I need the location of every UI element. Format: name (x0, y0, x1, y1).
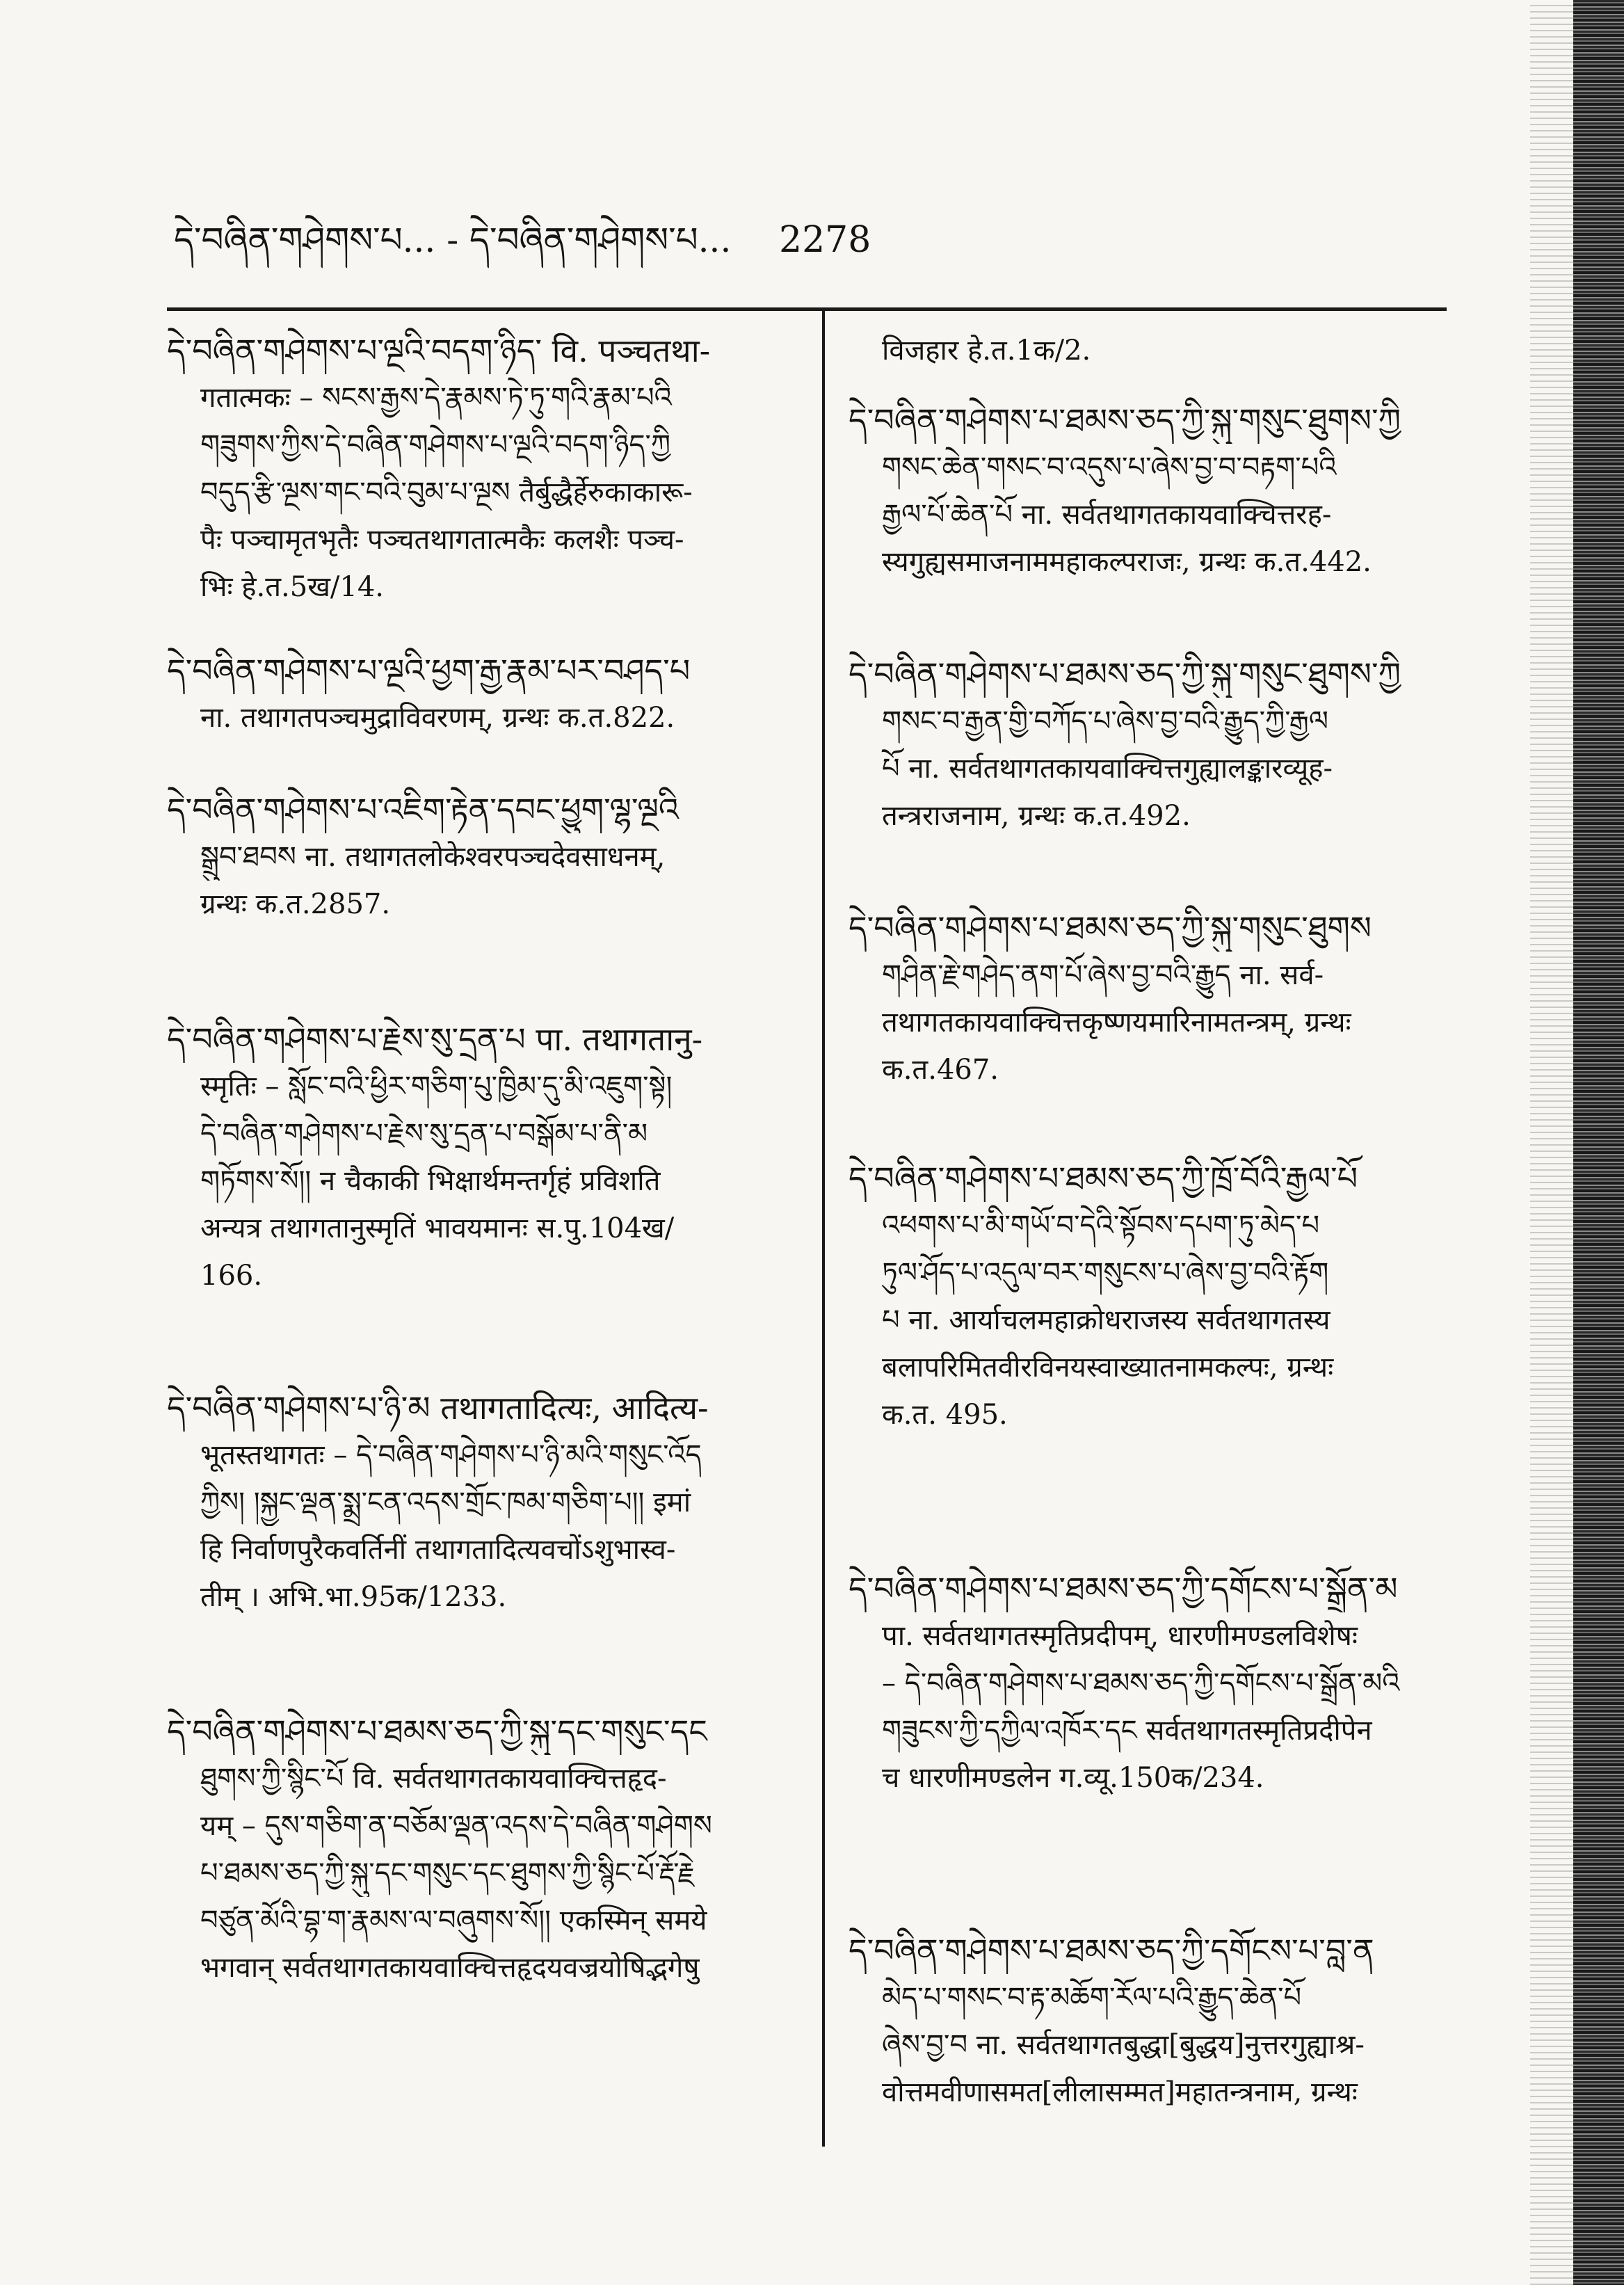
entry-line: स्मृतिः – སློང་བའི་ཕྱིར་གཅིག་པུ་ཁྱིམ་དུ་མི་འཇུག་སྟེ། (200, 1071, 673, 1103)
page-header (174, 209, 1356, 271)
entry-headword-line: དེ་བཞིན་གཤེགས་པ་ཐམས་ཅད་ཀྱི་ཁྲོ་བོའི་རྒྱལ་པོ (849, 1160, 1358, 1197)
entry-line: ཀྱིས། །སྐྱང་ལྡན་སྨྲ་ངན་འདས་གྲོང་ཁམ་གཅིག་པ།། इमां (200, 1486, 691, 1518)
entry-headword-line: དེ་བཞིན་གཤེགས་པ་ཉི་མ तथागतादित्यः, आदित्य- (167, 1389, 709, 1427)
entry-line: གཟུགས་ཀྱིས་དེ་བཞིན་གཤེགས་པ་ལྔའི་བདག་ཉིད་ཀྱི (200, 429, 671, 461)
entry-line: པ ना. आर्याचलमहाक्रोधराजस्य सर्वतथागतस्य (882, 1304, 1330, 1336)
entry-line: གཟུངས་ཀྱི་དཀྱིལ་འཁོར་དང सर्वतथागतस्मृतिप्रदीपेन (882, 1715, 1372, 1747)
scan-edge-shadow (1530, 0, 1573, 2285)
entry-line: གསང་ཆེན་གསང་བ་འདུས་པ་ཞེས་བྱ་བ་བརྟག་པའི (882, 451, 1337, 483)
entry-line: क.त. 495. (882, 1399, 1008, 1431)
running-head: དེ་བཞིན་གཤེགས་པ... - དེ་བཞིན་གཤེགས་པ... (174, 220, 732, 260)
entry-headword-line: དེ་བཞིན་གཤེགས་པ་ལྔའི་ཕྱག་རྒྱ་རྣམ་པར་བཤད་པ (167, 652, 691, 689)
page-number: 2278 (779, 219, 871, 261)
entry-line: बलापरिमितवीरविनयस्वाख्यातनामकल्पः, ग्रन्थः (882, 1352, 1334, 1384)
entry-line: स्यगुह्यसमाजनाममहाकल्पराजः, ग्रन्थः क.त.442. (882, 546, 1372, 578)
entry-headword-line: དེ་བཞིན་གཤེགས་པ་ཐམས་ཅད་ཀྱི་དགོངས་པ་བླ་ན (849, 1932, 1374, 1969)
entry-line: རྒྱལ་པོ་ཆེན་པོ ना. सर्वतथागतकायवाक्चित्तरह- (882, 499, 1332, 531)
entry-line: འཕགས་པ་མི་གཡོ་བ་དེའི་སྟོབས་དཔག་ཏུ་མེད་པ (882, 1210, 1320, 1242)
dictionary-entry (849, 396, 1454, 586)
entry-line: भूतस्तथागतः – དེ་བཞིན་གཤེགས་པ་ཉི་མའི་གསུང་འོད (200, 1439, 702, 1471)
entry-line: वोत्तमवीणासमत[लीलासम्मत]महातन्त्रनाम, ग्रन्थः (882, 2076, 1358, 2108)
entry-line: དེ་བཞིན་གཤེགས་པ་རྗེས་སུ་དྲན་པ་བསྒོམ་པ་ནི་མ (200, 1118, 648, 1150)
entry-headword-line: དེ་བཞིན་གཤེགས་པ་ཐམས་ཅད་ཀྱི་སྐུ་གསུང་ཐུགས་ཀྱི (849, 655, 1401, 693)
header-rule (167, 307, 1447, 311)
entry-line: च धारणीमण्डलेन ग.व्यू.150क/234. (882, 1762, 1264, 1794)
entry-line: པ་ཐམས་ཅད་ཀྱི་སྐུ་དང་གསུང་དང་ཐུགས་ཀྱི་སྙིང་པོ་རྡོ་རྗེ (200, 1857, 695, 1889)
column-divider (822, 310, 825, 2147)
entry-line: སྒྲུབ་ཐབས ना. तथागतलोकेश्वरपञ्चदेवसाधनम्, (200, 841, 666, 873)
entry-line: पा. सर्वतथागतस्मृतिप्रदीपम्, धारणीमण्डलविशेषः (882, 1620, 1358, 1652)
entry-line: क.त.467. (882, 1054, 999, 1086)
dictionary-entry (167, 327, 796, 611)
entry-line: ग्रन्थः क.त.2857. (200, 888, 391, 920)
entry-line: བཙུན་མོའི་བྷ་ག་རྣམས་ལ་བཞུགས་སོ།། एकस्मिन् समये (200, 1905, 707, 1937)
entry-line: गतात्मकः – སངས་རྒྱས་དེ་རྣམས་ཏེ་ཏུ་གའི་རྣམ་པའི (200, 382, 672, 414)
entry-line: 166. (200, 1260, 263, 1292)
dictionary-entry (167, 1016, 796, 1299)
entry-line: हि निर्वाणपुरैकवर्तिनीं तथागतादित्यवचोंऽशुभास्व- (200, 1534, 676, 1566)
entry-line: བདུད་རྩི་ལྔས་གང་བའི་བུམ་པ་ལྔས तैर्बुद्धैर्हेरुकाकारू- (200, 476, 693, 508)
entry-line: མེད་པ་གསང་བ་རྟ་མཆོག་རོལ་པའི་རྒྱུད་ཆེན་པོ (882, 1982, 1302, 2014)
dictionary-entry (167, 1708, 796, 1991)
entry-line: भगवान् सर्वतथागतकायवाक्चित्तहृदयवज्रयोषिद्भगेषु (200, 1952, 700, 1984)
entry-headword-line: དེ་བཞིན་གཤེགས་པ་ཐམས་ཅད་ཀྱི་སྐུ་གསུང་ཐུགས་ཀྱི (849, 401, 1401, 439)
dictionary-entry (849, 1565, 1454, 1802)
entry-line: तीम् । अभि.भा.95क/1233. (200, 1581, 507, 1613)
entry-line: པོ ना. सर्वतथागतकायवाक्चित्तगुह्यालङ्कारव्यूह- (882, 753, 1333, 785)
entry-line: यम् – དུས་གཅིག་ན་བཅོམ་ལྡན་འདས་དེ་བཞིན་གཤེགས (200, 1810, 712, 1842)
dictionary-entry (849, 904, 1454, 1093)
entry-headword-line: དེ་བཞིན་གཤེགས་པ་འཇིག་རྟེན་དབང་ཕྱུག་ལྷ་ལྔའི (167, 791, 679, 828)
entry-line: तन्त्रराजनाम, ग्रन्थः क.त.492. (882, 800, 1191, 832)
entry-line: तथागतकायवाक्चित्तकृष्णयमारिनामतन्त्रम्, ग्रन्थः (882, 1007, 1351, 1039)
dictionary-entry-continued (849, 327, 1454, 374)
dictionary-entry (849, 1927, 1454, 2116)
dictionary-entry (849, 1155, 1454, 1438)
entry-line: – དེ་བཞིན་གཤེགས་པ་ཐམས་ཅད་ཀྱི་དགོངས་པ་སྒྲོན་མའི (882, 1667, 1400, 1699)
entry-line: ཞེས་བྱ་བ ना. सर्वतथागतबुद्धा[बुद्धय]नुत्तरगुह्याश्र- (882, 2029, 1365, 2061)
entry-headword-line: དེ་བཞིན་གཤེགས་པ་ལྔའི་བདག་ཉིད་ वि. पञ्चतथा- (167, 332, 711, 369)
entry-headword-line: དེ་བཞིན་གཤེགས་པ་རྗེས་སུ་དྲན་པ पा. तथागतानु- (167, 1020, 703, 1058)
dictionary-entry (167, 647, 796, 741)
entry-headword-line: དེ་བཞིན་གཤེགས་པ་ཐམས་ཅད་ཀྱི་དགོངས་པ་སྒྲོན་མ (849, 1570, 1398, 1607)
book-spine-edge (1573, 0, 1624, 2285)
entry-line: भिः हे.त.5ख/14. (200, 571, 385, 603)
entry-line: ཐུགས་ཀྱི་སྙིང་པོ वि. सर्वतथागतकायवाक्चित्तहृद- (200, 1763, 667, 1795)
entry-headword-line: དེ་བཞིན་གཤེགས་པ་ཐམས་ཅད་ཀྱི་སྐུ་དང་གསུང་དང (167, 1713, 707, 1750)
entry-line: ना. तथागतपञ्चमुद्राविवरणम्, ग्रन्थः क.त.822. (200, 702, 675, 734)
dictionary-entry (167, 786, 796, 928)
entry-line: གསང་བ་རྒྱན་གྱི་བཀོད་པ་ཞེས་བྱ་བའི་རྒྱུད་ཀྱི་རྒྱལ (882, 705, 1329, 737)
dictionary-entry (167, 1384, 796, 1621)
entry-line: གཤིན་རྗེ་གཤེད་ནག་པོ་ཞེས་བྱ་བའི་རྒྱུད ना. सर्व- (882, 959, 1324, 991)
entry-line: अन्यत्र तथागतानुस्मृतिं भावयमानः स.पु.104ख/ (200, 1212, 675, 1244)
entry-headword-line: དེ་བཞིན་གཤེགས་པ་ཐམས་ཅད་ཀྱི་སྐུ་གསུང་ཐུགས (849, 909, 1372, 947)
entry-line: पैः पञ्चामृतभृतैः पञ्चतथागतात्मकैः कलशैः पञ्च- (200, 524, 684, 556)
entry-line: ཏུལ་ཤོད་པ་འདུལ་བར་གསུངས་པ་ཞེས་བྱ་བའི་རྟོག (882, 1257, 1329, 1289)
entry-line: विजहार हे.त.1क/2. (882, 335, 1091, 367)
dictionary-entry (849, 650, 1454, 840)
entry-line: གཏོགས་སོ།། न चैकाकी भिक्षार्थमन्तर्गृहं प्रविशति (200, 1165, 661, 1197)
